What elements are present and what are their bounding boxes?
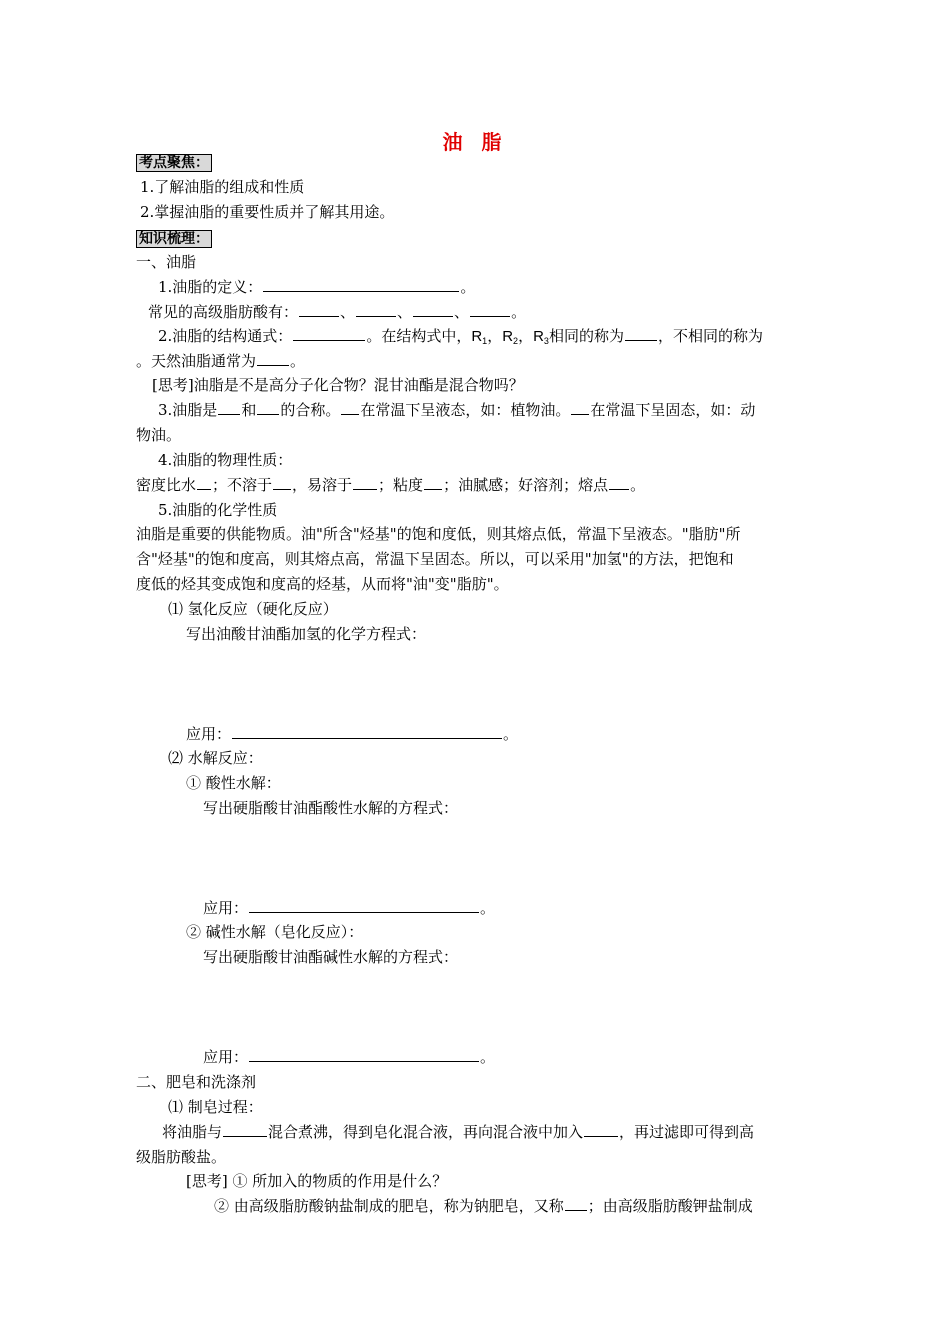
soap-making-line: 将油脂与 混合煮沸，得到皂化混合液，再向混合液中加入 ，再过滤即可得到高 bbox=[162, 1123, 755, 1141]
answer-blank[interactable] bbox=[353, 475, 377, 490]
acid-hydrolysis-application: 应用： 。 bbox=[203, 899, 496, 917]
hydrogenation-application: 应用： 。 bbox=[186, 725, 519, 743]
answer-blank[interactable] bbox=[223, 1122, 267, 1137]
focus-item-2: 2.掌握油脂的重要性质并了解其用途。 bbox=[140, 203, 395, 221]
soap-making-heading: ⑴ 制皂过程： bbox=[168, 1098, 263, 1116]
oil-fat-line: 3.油脂是 和 的合称。 在常温下呈液态，如：植物油。 在常温下呈固态，如：动 bbox=[158, 401, 756, 419]
base-hydrolysis-prompt: 写出硬脂酸甘油酯碱性水解的方程式： bbox=[203, 948, 459, 966]
answer-blank[interactable] bbox=[257, 351, 289, 366]
focus-item-1: 1.了解油脂的组成和性质 bbox=[140, 178, 305, 196]
hydrolysis-heading: ⑵ 水解反应： bbox=[168, 749, 263, 767]
answer-blank[interactable] bbox=[609, 475, 629, 490]
think-question-2: [思考] ① 所加入的物质的作用是什么？ bbox=[186, 1172, 448, 1190]
answer-blank[interactable] bbox=[249, 898, 479, 913]
part2-heading: 二、肥皂和洗涤剂 bbox=[136, 1073, 257, 1091]
chemical-props-label: 5.油脂的化学性质 bbox=[158, 501, 278, 519]
answer-blank[interactable] bbox=[625, 326, 657, 341]
answer-blank[interactable] bbox=[565, 1196, 587, 1211]
answer-blank[interactable] bbox=[273, 475, 291, 490]
answer-blank[interactable] bbox=[218, 400, 240, 415]
answer-blank[interactable] bbox=[584, 1122, 618, 1137]
definition-line: 1.油脂的定义： 。 bbox=[158, 278, 476, 296]
chemical-props-para-3: 度低的烃其变成饱和度高的烃基，从而将"油"变"脂肪"。 bbox=[136, 575, 509, 593]
oil-fat-line-cont: 物油。 bbox=[136, 426, 182, 444]
answer-blank[interactable] bbox=[341, 400, 359, 415]
answer-blank[interactable] bbox=[263, 277, 459, 292]
answer-blank[interactable] bbox=[197, 475, 211, 490]
hydrogenation-prompt: 写出油酸甘油酯加氢的化学方程式： bbox=[186, 625, 427, 643]
page-title: 油 脂 bbox=[442, 130, 508, 154]
base-hydrolysis-application: 应用： 。 bbox=[203, 1048, 496, 1066]
answer-blank[interactable] bbox=[413, 302, 453, 317]
soap-making-line-cont: 级脂肪酸盐。 bbox=[136, 1148, 227, 1166]
answer-blank[interactable] bbox=[249, 1047, 479, 1062]
knowledge-label: 知识梳理： bbox=[136, 228, 212, 248]
answer-blank[interactable] bbox=[299, 302, 339, 317]
physical-props-label: 4.油脂的物理性质： bbox=[158, 451, 293, 469]
chemical-props-para-1: 油脂是重要的供能物质。油"所含"烃基"的饱和度低，则其熔点低，常温下呈液态。"脂肪"所 bbox=[136, 525, 741, 543]
physical-props-line: 密度比水 ；不溶于 ，易溶于 ；粘度 ；油腻感；好溶剂；熔点 。 bbox=[136, 476, 646, 494]
answer-blank[interactable] bbox=[356, 302, 396, 317]
answer-blank[interactable] bbox=[257, 400, 279, 415]
answer-blank[interactable] bbox=[470, 302, 510, 317]
focus-label: 考点聚焦： bbox=[136, 152, 212, 172]
base-hydrolysis-heading: ② 碱性水解（皂化反应）： bbox=[186, 923, 364, 941]
fatty-acids-line: 常见的高级脂肪酸有： 、 、 、 。 bbox=[148, 303, 527, 321]
answer-blank[interactable] bbox=[232, 724, 502, 739]
acid-hydrolysis-heading: ① 酸性水解： bbox=[186, 774, 281, 792]
part1-heading: 一、油脂 bbox=[136, 253, 197, 271]
answer-blank[interactable] bbox=[293, 326, 365, 341]
natural-oil-line: 。天然油脂通常为 。 bbox=[136, 352, 306, 370]
sodium-soap-line: ② 由高级脂肪酸钠盐制成的肥皂，称为钠肥皂，又称 ；由高级脂肪酸钾盐制成 bbox=[214, 1197, 753, 1215]
acid-hydrolysis-prompt: 写出硬脂酸甘油酯酸性水解的方程式： bbox=[203, 799, 459, 817]
chemical-props-para-2: 含"烃基"的饱和度高，则其熔点高，常温下呈固态。所以，可以采用"加氢"的方法，把饱和 bbox=[136, 550, 734, 568]
answer-blank[interactable] bbox=[571, 400, 589, 415]
hydrogenation-heading: ⑴ 氢化反应（硬化反应） bbox=[168, 600, 338, 618]
answer-blank[interactable] bbox=[424, 475, 442, 490]
structure-line: 2.油脂的结构通式： 。在结构式中，$R_1$，$R_2$，$R_3$相同的称为 ，不相同的称为 bbox=[158, 327, 763, 346]
think-question-1: [思考]油脂是不是高分子化合物？混甘油酯是混合物吗？ bbox=[152, 376, 524, 394]
